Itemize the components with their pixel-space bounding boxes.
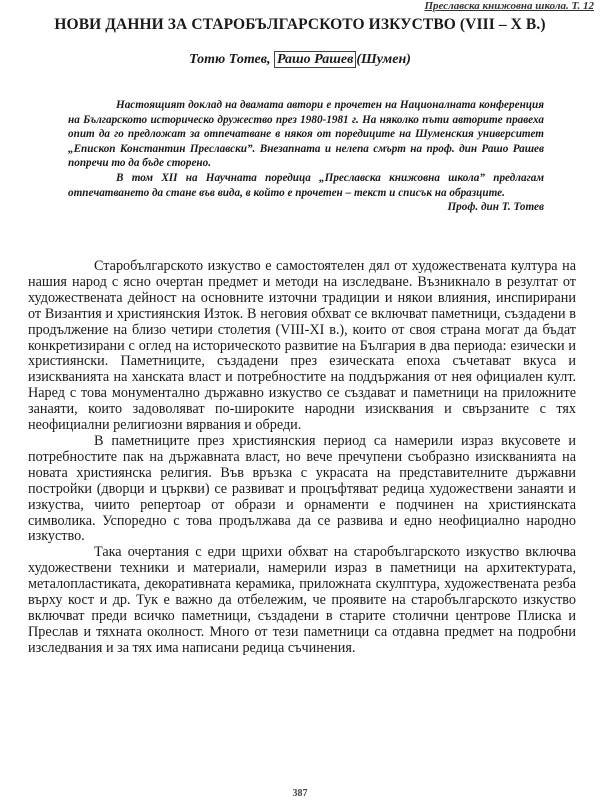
author-name: Тотю Тотев, xyxy=(189,52,271,67)
body-paragraph: В паметниците през християнския период са намерили израз вкусовете и потребностите пак на държавната власт, но вече пречупени съобразно изискванията на новата християнска религия. Във връзка с украсата на представителните държавни постройки (дворци и църкви) се развиват и процъфтяват редица художествени занаяти и изкуства, чиито репертоар от образи и орнаменти е подчинен на християнската символика. Успоредно с това продължава да се развива и едно неофициално народно изкуство. xyxy=(28,432,576,545)
author-affiliation: (Шумен) xyxy=(356,52,411,67)
editorial-note xyxy=(68,98,544,215)
article-title: НОВИ ДАННИ ЗА СТАРОБЪЛГАРСКОТО ИЗКУСТВО (VIII – X В.) xyxy=(54,16,546,33)
note-signature: Проф. дин Т. Тотев xyxy=(447,201,544,214)
note-paragraph: Настоящият доклад на двамата автори е прочетен на Националната конференция на Българското историческо дружество през 1980-1981 г. На няколко пъти авторите правеха опит да го предложат за отпечатване в някоя от поредиците на Шуменския университет „Епископ Константин Преславски”. Внезапната и нелепа смърт на проф. дин Рашо Рашев попречи то да бъде сторено. xyxy=(68,99,544,170)
author-name-highlighted: Рашо Рашев xyxy=(274,51,356,68)
authors-line xyxy=(0,52,600,68)
page-number: 387 xyxy=(292,788,308,799)
note-paragraph: В том XII на Научната поредица „Преславска книжовна школа” предлагам отпечатването да стане във вида, в който е прочетен – текст и списък на образците. xyxy=(68,171,544,199)
running-head: Преславска книжовна школа. Т. 12 xyxy=(424,0,594,12)
body-paragraph: Така очертания с едри щрихи обхват на старобългарското изкуство включва художествени техники и материали, намерили израз в паметници на архитектурата, металопластиката, декоративната керамика, приложната скулптура, художествената резба върху кост и др. Тук е важно да отбележим, че проявите на старобългарското изкуство включват преди всичко паметници, създадени в старите столични центрове Плиска и Преслав и тяхната околност. Много от тези паметници са отдавна предмет на подробни изследвания и за тях има написани редица съчинения. xyxy=(28,544,576,656)
body-paragraph: Старобългарското изкуство е самостоятелен дял от художествената култура на нашия народ с ясно очертан предмет и методи на изследване. Възникнало в резултат от художествената дейност на основните източни традиции и някои влияния, инспирирани от Византия и християнския Изток. В неговия обхват се включват паметници, създадени в продължение на близо четири столетия (VIII-XI в.), които от своя страна могат да бъдат конкретизирани с оглед на историческото развитие на България в два периода: езически и християнски. Паметниците, създадени през езическата епоха съчетават вкуса и изискванията на ханската власт и потребностите на поддържания от нея официален култ. Наред с това монументално държавно изкуство се създават и паметници на приложните занаяти, които задоволяват по-широките народни изисквания и свързаните с тях неофициални религиозни вярвания и обреди. xyxy=(28,258,576,434)
article-body xyxy=(28,259,576,657)
